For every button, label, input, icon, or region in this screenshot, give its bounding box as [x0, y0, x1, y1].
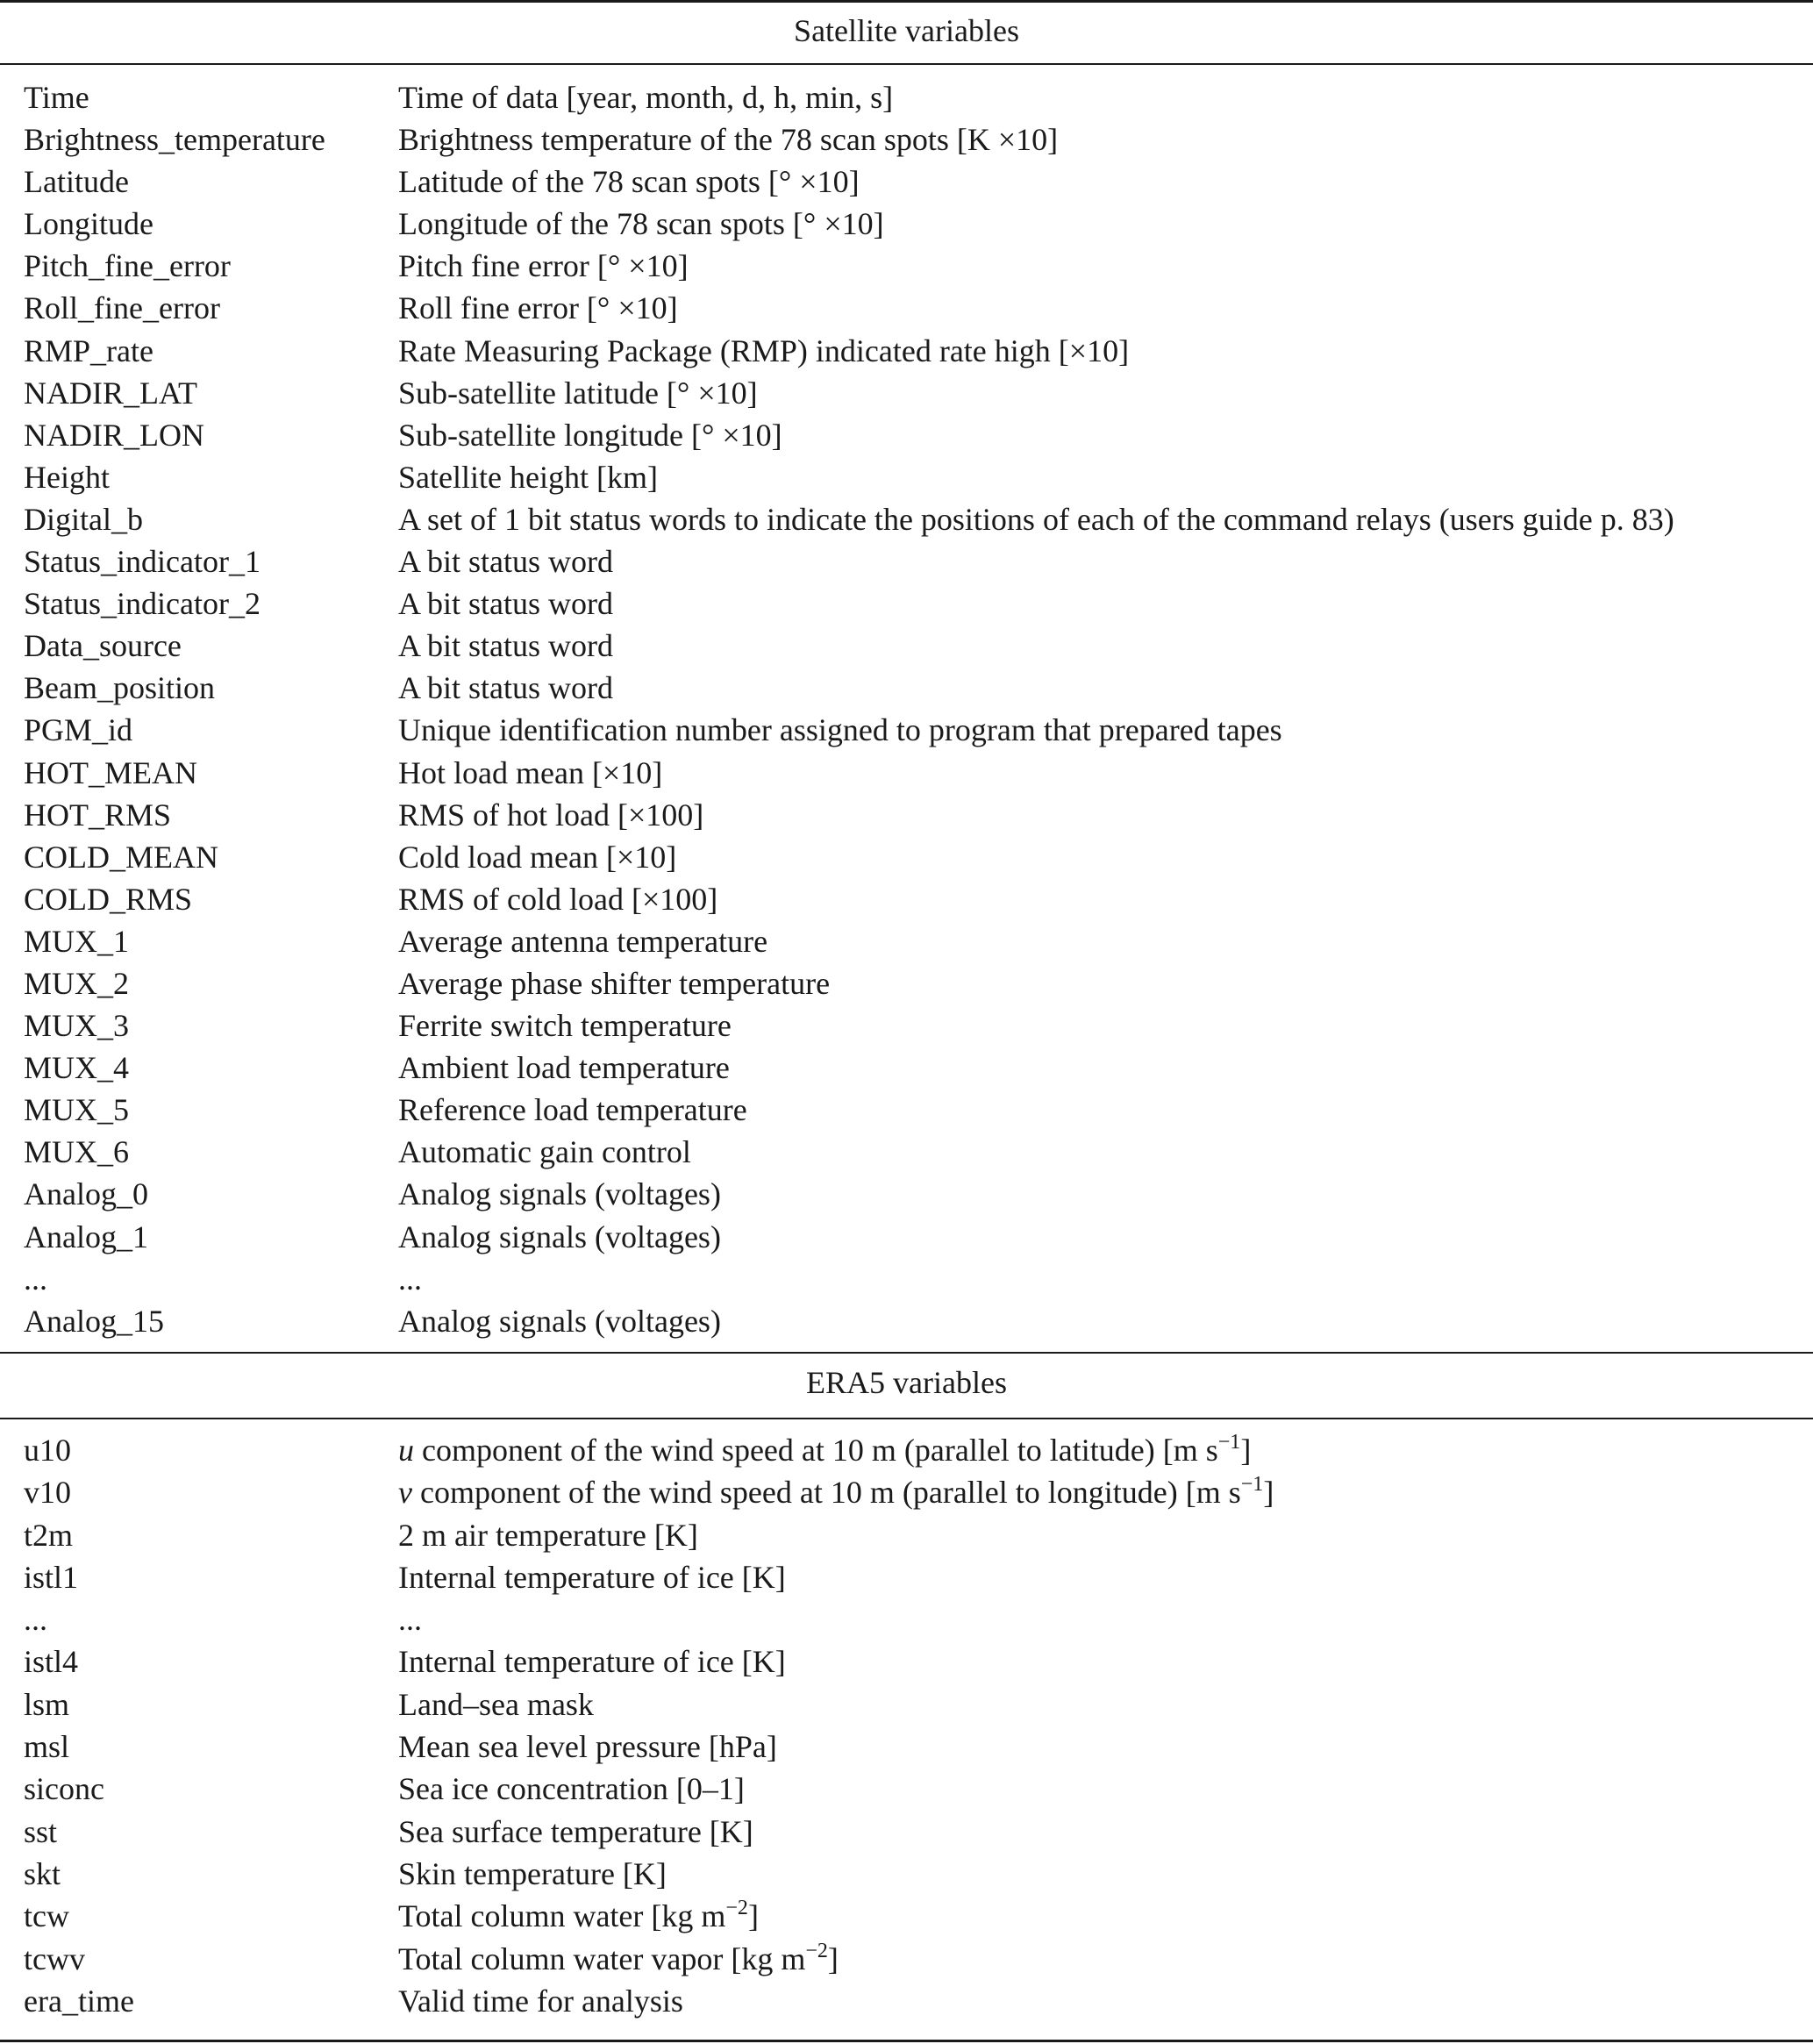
variable-name: NADIR_LAT — [24, 375, 197, 411]
variable-name: Status_indicator_2 — [24, 586, 261, 622]
table-row — [0, 1300, 1813, 1342]
description-text: Average phase shifter temperature — [398, 965, 831, 1001]
unit-exponent: −2 — [725, 1897, 748, 1920]
era5-heading-rule — [0, 1418, 1813, 1419]
table-row — [0, 1514, 1813, 1556]
variable-name: Beam_position — [24, 670, 215, 706]
description-text: Analog signals (voltages) — [398, 1219, 721, 1254]
variable-name: Status_indicator_1 — [24, 544, 261, 580]
table-row — [0, 709, 1813, 751]
variable-name: istl1 — [24, 1559, 79, 1595]
variable-description — [398, 1768, 745, 1810]
table-row — [0, 667, 1813, 709]
variable-name: MUX_2 — [24, 965, 130, 1001]
variable-name: siconc — [24, 1771, 104, 1807]
variable-name: t2m — [24, 1517, 74, 1553]
description-text: A bit status word — [398, 586, 614, 622]
variable-name: MUX_4 — [24, 1050, 130, 1086]
variable-description — [398, 1556, 786, 1598]
variable-description — [398, 287, 678, 329]
variable-description — [398, 1216, 721, 1258]
variable-name: Analog_1 — [24, 1219, 148, 1254]
variable-name: Analog_15 — [24, 1303, 164, 1339]
unit-exponent: −1 — [1217, 1431, 1241, 1454]
era5-variables-table — [0, 1429, 1813, 2022]
variable-description — [398, 1640, 786, 1683]
variable-name: skt — [24, 1855, 61, 1891]
table-row — [0, 1811, 1813, 1853]
variable-description — [398, 1471, 1274, 1513]
table-row — [0, 1429, 1813, 1471]
variable-name: sst — [24, 1813, 58, 1849]
variable-description — [398, 372, 758, 414]
variable-description — [398, 920, 767, 962]
description-text: ... — [398, 1261, 422, 1297]
variable-description — [398, 1811, 753, 1853]
variable-description — [398, 1598, 422, 1640]
table-row — [0, 1768, 1813, 1810]
variable-description — [398, 1047, 730, 1089]
variable-name: Analog_0 — [24, 1176, 148, 1212]
table-row — [0, 1047, 1813, 1089]
description-text: Rate Measuring Package (RMP) indicated rate high [×10] — [398, 332, 1130, 368]
description-text: A set of 1 bit status words to indicate the positions of each of the command relays (users guide p. 83) — [398, 501, 1674, 537]
variable-name: HOT_RMS — [24, 797, 172, 833]
unit-exponent: −1 — [1240, 1473, 1264, 1497]
variable-description — [398, 76, 893, 118]
table-row — [0, 1216, 1813, 1258]
variable-description — [398, 1131, 691, 1173]
description-text: component of the wind speed at 10 m (parallel to latitude) [m s — [414, 1433, 1218, 1468]
unit-exponent: −2 — [805, 1939, 828, 1962]
table-row — [0, 414, 1813, 456]
table-row — [0, 1853, 1813, 1895]
description-text: Internal temperature of ice [K] — [398, 1644, 786, 1680]
variable-name: ... — [24, 1261, 47, 1297]
bottom-rule — [0, 2040, 1813, 2042]
table-row — [0, 1640, 1813, 1683]
variable-name: MUX_5 — [24, 1092, 130, 1128]
variable-description — [398, 330, 1129, 372]
variable-name: Time — [24, 80, 89, 115]
variable-name: u10 — [24, 1433, 71, 1468]
table-row — [0, 1471, 1813, 1513]
description-text: RMS of hot load [×100] — [398, 797, 704, 833]
variable-name: NADIR_LON — [24, 417, 204, 453]
table-row — [0, 330, 1813, 372]
description-text: A bit status word — [398, 544, 614, 580]
variable-name: PGM_id — [24, 712, 133, 748]
description-tail: ] — [1263, 1475, 1274, 1511]
variable-description — [398, 1089, 747, 1131]
section-divider-rule — [0, 1352, 1813, 1354]
table-row — [0, 1980, 1813, 2022]
variable-name: ... — [24, 1602, 47, 1638]
variable-description — [398, 794, 703, 836]
variable-name: Longitude — [24, 206, 153, 242]
variable-name: Brightness_temperature — [24, 122, 325, 158]
variable-description — [398, 245, 689, 287]
variable-description — [398, 667, 613, 709]
variable-description — [398, 878, 717, 920]
variable-description — [398, 1173, 721, 1215]
variable-name: HOT_MEAN — [24, 754, 197, 790]
variable-name: v10 — [24, 1475, 71, 1511]
description-text: Sub-satellite longitude [° ×10] — [398, 417, 782, 453]
table-row — [0, 372, 1813, 414]
description-text: Ambient load temperature — [398, 1050, 730, 1086]
variable-description — [398, 498, 1674, 540]
table-row — [0, 1598, 1813, 1640]
variable-description — [398, 1258, 422, 1300]
variable-name: era_time — [24, 1983, 134, 2019]
description-text: Longitude of the 78 scan spots [° ×10] — [398, 206, 884, 242]
table-row — [0, 836, 1813, 878]
description-text: Sea surface temperature [K] — [398, 1813, 753, 1849]
variable-name: lsm — [24, 1686, 70, 1722]
satellite-section-heading: Satellite variables — [794, 13, 1019, 48]
description-text: A bit status word — [398, 670, 614, 706]
variable-name: Latitude — [24, 164, 129, 200]
variable-name: Data_source — [24, 628, 182, 664]
variable-description — [398, 1429, 1251, 1471]
description-text: Hot load mean [×10] — [398, 754, 663, 790]
variable-description — [398, 582, 613, 625]
variable-description — [398, 625, 613, 667]
variable-description — [398, 1514, 698, 1556]
variable-name: msl — [24, 1729, 70, 1765]
description-text: Land–sea mask — [398, 1686, 594, 1722]
table-row — [0, 1726, 1813, 1768]
variable-description — [398, 1726, 777, 1768]
variable-description — [398, 161, 860, 203]
variable-name: COLD_RMS — [24, 881, 193, 917]
description-text: Reference load temperature — [398, 1092, 747, 1128]
description-text: Cold load mean [×10] — [398, 839, 677, 875]
italic-symbol: u — [398, 1433, 414, 1468]
description-text: Pitch fine error [° ×10] — [398, 248, 689, 284]
table-row — [0, 752, 1813, 794]
description-text: Analog signals (voltages) — [398, 1303, 721, 1339]
table-row — [0, 582, 1813, 625]
table-row — [0, 1131, 1813, 1173]
description-text: Latitude of the 78 scan spots [° ×10] — [398, 164, 860, 200]
description-text: ... — [398, 1602, 422, 1638]
description-text: component of the wind speed at 10 m (parallel to longitude) [m s — [411, 1475, 1241, 1511]
variable-description — [398, 836, 676, 878]
table-row — [0, 456, 1813, 498]
description-text: Internal temperature of ice [K] — [398, 1559, 786, 1595]
description-text: Automatic gain control — [398, 1134, 691, 1170]
description-text: Time of data [year, month, d, h, min, s] — [398, 80, 894, 115]
table-row — [0, 540, 1813, 582]
description-tail: ] — [747, 1898, 759, 1934]
variable-name: MUX_6 — [24, 1134, 130, 1170]
variable-description — [398, 709, 1282, 751]
table-row — [0, 1683, 1813, 1726]
variable-name: istl4 — [24, 1644, 79, 1680]
variable-name: tcw — [24, 1898, 69, 1934]
table-row — [0, 287, 1813, 329]
description-text: Skin temperature [K] — [398, 1855, 667, 1891]
table-row — [0, 245, 1813, 287]
description-text: Average antenna temperature — [398, 923, 768, 959]
description-text: Ferrite switch temperature — [398, 1008, 732, 1044]
variable-description — [398, 414, 782, 456]
variable-name: MUX_1 — [24, 923, 130, 959]
variable-description — [398, 1938, 839, 1980]
description-tail: ] — [827, 1940, 839, 1976]
variable-description — [398, 1004, 732, 1047]
description-text: Analog signals (voltages) — [398, 1176, 721, 1212]
table-row — [0, 1173, 1813, 1215]
table-row — [0, 76, 1813, 118]
description-text: Sub-satellite latitude [° ×10] — [398, 375, 758, 411]
description-text: Mean sea level pressure [hPa] — [398, 1729, 777, 1765]
variable-name: Roll_fine_error — [24, 290, 220, 326]
description-text: A bit status word — [398, 628, 614, 664]
description-text: Roll fine error [° ×10] — [398, 290, 678, 326]
table-row — [0, 625, 1813, 667]
table-row — [0, 1004, 1813, 1047]
variable-description — [398, 1980, 683, 2022]
variable-description — [398, 1683, 594, 1726]
variable-name: RMP_rate — [24, 332, 153, 368]
description-text: Brightness temperature of the 78 scan spots [K ×10] — [398, 122, 1059, 158]
table-row — [0, 203, 1813, 245]
satellite-heading-rule — [0, 63, 1813, 65]
table-row — [0, 878, 1813, 920]
table-row — [0, 920, 1813, 962]
table-row — [0, 962, 1813, 1004]
variable-name: MUX_3 — [24, 1008, 130, 1044]
description-text: 2 m air temperature [K] — [398, 1517, 698, 1553]
description-text: Total column water [kg m — [398, 1898, 726, 1934]
table-row — [0, 118, 1813, 161]
variable-description — [398, 540, 613, 582]
description-text: Unique identification number assigned to program that prepared tapes — [398, 712, 1282, 748]
top-rule — [0, 0, 1813, 3]
italic-symbol: v — [398, 1475, 412, 1511]
variable-name: Digital_b — [24, 501, 143, 537]
variable-description — [398, 1300, 721, 1342]
variable-description — [398, 456, 658, 498]
variable-description — [398, 1853, 667, 1895]
description-text: RMS of cold load [×100] — [398, 881, 718, 917]
satellite-variables-table — [0, 76, 1813, 1342]
variable-description — [398, 1895, 759, 1937]
variable-description — [398, 203, 884, 245]
table-row — [0, 1895, 1813, 1937]
table-row — [0, 161, 1813, 203]
description-text: Sea ice concentration [0–1] — [398, 1771, 745, 1807]
era5-section-heading: ERA5 variables — [806, 1365, 1007, 1400]
variable-description — [398, 962, 830, 1004]
variable-name: Pitch_fine_error — [24, 248, 231, 284]
table-row — [0, 1938, 1813, 1980]
table-row — [0, 1556, 1813, 1598]
table-row — [0, 1089, 1813, 1131]
description-text: Total column water vapor [kg m — [398, 1940, 806, 1976]
description-text: Satellite height [km] — [398, 459, 658, 495]
variable-name: Height — [24, 459, 110, 495]
variable-name: COLD_MEAN — [24, 839, 218, 875]
variable-name: tcwv — [24, 1940, 85, 1976]
table-row — [0, 498, 1813, 540]
variable-description — [398, 118, 1058, 161]
table-row — [0, 794, 1813, 836]
description-text: Valid time for analysis — [398, 1983, 683, 2019]
variable-description — [398, 752, 662, 794]
table-row — [0, 1258, 1813, 1300]
description-tail: ] — [1240, 1433, 1252, 1468]
